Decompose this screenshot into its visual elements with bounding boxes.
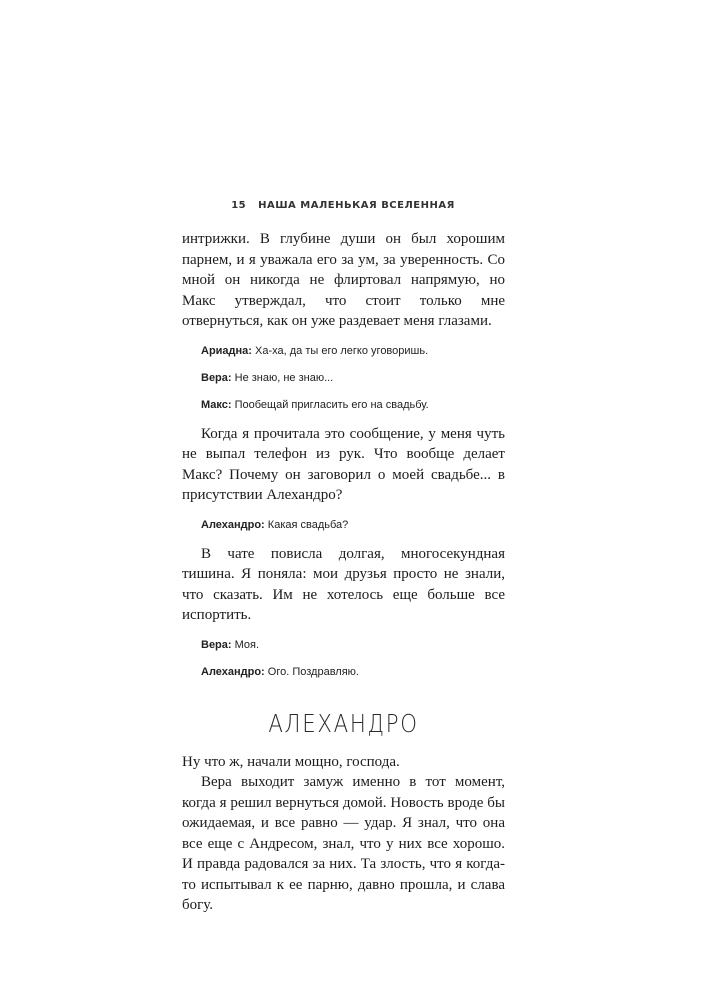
- text-block: [182, 229, 505, 916]
- chat-speaker: Макс:: [201, 398, 232, 411]
- paragraph: В чате повисла долгая, многосекундная тишина. Я поняла: мои друзья просто не знали, что сказать. Им не хотелось еще больше все испортить.: [182, 545, 505, 623]
- chat-message: [201, 638, 505, 652]
- chat-speaker: Вера:: [201, 371, 232, 384]
- chat-text: Ха-ха, да ты его легко уговоришь.: [251, 344, 429, 357]
- running-head: [182, 200, 504, 211]
- chat-message: [201, 398, 505, 412]
- page-number: 15: [231, 200, 247, 211]
- chat-text: Пообещай пригласить его на свадьбу.: [231, 398, 429, 411]
- chat-speaker: Алехандро:: [201, 518, 265, 531]
- chat-text: Моя.: [231, 638, 260, 651]
- chat-text: Какая свадьба?: [264, 518, 349, 531]
- paragraph: Вера выходит замуж именно в тот момент, когда я решил вернуться домой. Новость вроде бы ожидаемая, и все равно — удар. Я знал, что она все еще с Андресом, знал, что у них все хорошо. И правда радовался за них. Та злость, что я когда-то испытывал к ее парню, давно прошла, и слава богу.: [182, 774, 505, 913]
- chat-text: Не знаю, не знаю...: [231, 371, 334, 384]
- chat-message: [201, 518, 505, 532]
- chat-text: Ого. Поздравляю.: [264, 665, 359, 678]
- paragraph: интрижки. В глубине души он был хорошим парнем, и я уважала его за ум, за уверенность. Со мной он никогда не флиртовал напрямую, но Макс утверждал, что стоит только мне отвернуться, как он уже раздевает меня глазами.: [182, 231, 505, 329]
- paragraph: Ну что ж, начали мощно, господа.: [182, 753, 400, 770]
- chapter-heading: АЛЕХАНДРО: [268, 708, 419, 738]
- chat-message: [201, 371, 505, 385]
- chat-message: [201, 665, 505, 679]
- paragraph: Когда я прочитала это сообщение, у меня чуть не выпал телефон из рук. Что вообще делает Макс? Почему он заговорил о моей свадьбе... в присутствии Алехандро?: [182, 425, 505, 503]
- chat-speaker: Алехандро:: [201, 665, 265, 678]
- chat-message: [201, 344, 505, 358]
- chat-speaker: Ариадна:: [201, 344, 252, 357]
- chat-speaker: Вера:: [201, 638, 232, 651]
- book-title: НАША МАЛЕНЬКАЯ ВСЕЛЕННАЯ: [258, 200, 455, 211]
